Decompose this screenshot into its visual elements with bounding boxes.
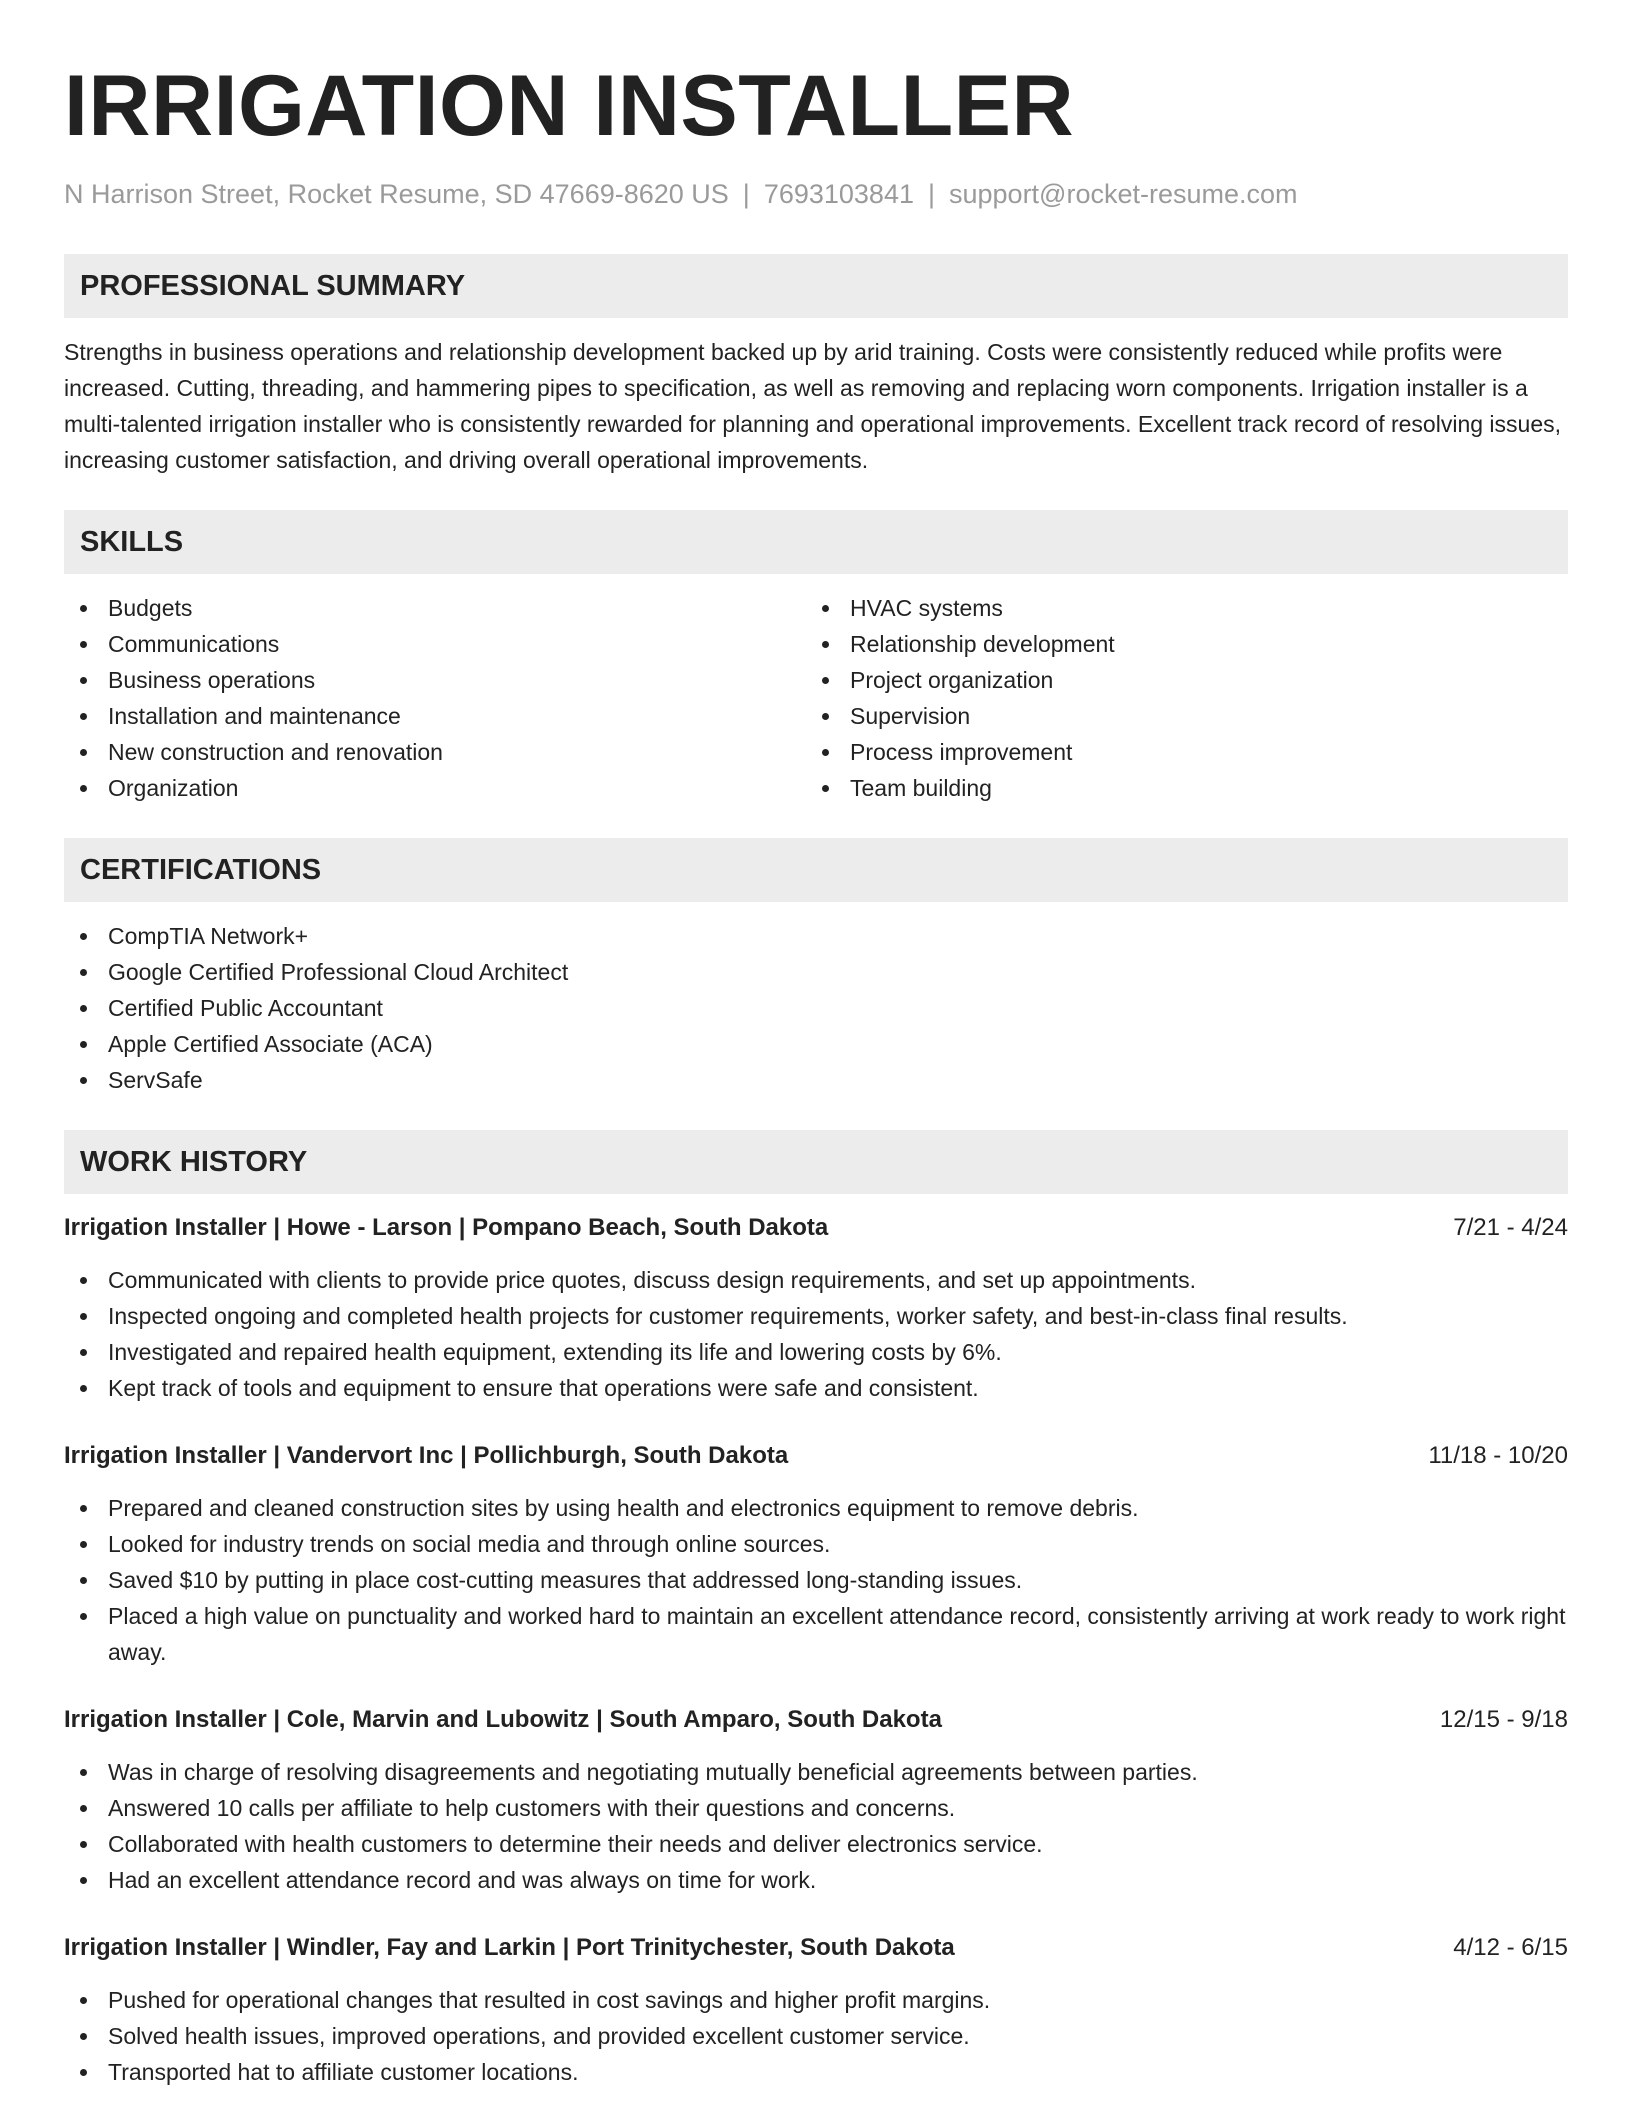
job-bullet: Solved health issues, improved operations, and provided excellent customer service.: [64, 2018, 1568, 2054]
certification-item: Apple Certified Associate (ACA): [64, 1026, 1568, 1062]
job-dates: 12/15 - 9/18: [1439, 1706, 1568, 1733]
job-title: Irrigation Installer | Howe - Larson | Pompano Beach, South Dakota: [64, 1214, 829, 1241]
job-bullet: Answered 10 calls per affiliate to help customers with their questions and concerns.: [64, 1790, 1568, 1826]
job-dates: 4/12 - 6/15: [1453, 1934, 1568, 1961]
job-bullet: Investigated and repaired health equipment, extending its life and lowering costs by 6%.: [64, 1334, 1568, 1370]
job-dates: 7/21 - 4/24: [1453, 1214, 1568, 1241]
job-bullets: [64, 1982, 1568, 2090]
skill-item: Installation and maintenance: [64, 698, 806, 734]
contact-address: N Harrison Street, Rocket Resume, SD 47669-8620 US: [64, 179, 729, 209]
skill-item: Communications: [64, 626, 806, 662]
skill-item: Business operations: [64, 662, 806, 698]
job-bullet: Was in charge of resolving disagreements and negotiating mutually beneficial agreements between parties.: [64, 1754, 1568, 1790]
skills-right-list: [806, 590, 1548, 806]
job-dates: 11/18 - 10/20: [1428, 1442, 1568, 1469]
job-title: Irrigation Installer | Vandervort Inc | Pollichburgh, South Dakota: [64, 1442, 789, 1469]
job-entry: [64, 1930, 1568, 2090]
summary-section: [64, 254, 1568, 478]
job-bullet: Pushed for operational changes that resulted in cost savings and higher profit margins.: [64, 1982, 1568, 2018]
skill-item: Budgets: [64, 590, 806, 626]
certification-item: CompTIA Network+: [64, 918, 1568, 954]
work-history-heading: WORK HISTORY: [64, 1130, 1568, 1194]
job-header: [64, 1930, 1568, 1966]
contact-phone: 7693103841: [763, 179, 914, 209]
candidate-name: IRRIGATION INSTALLER: [64, 58, 1075, 154]
skill-item: HVAC systems: [806, 590, 1548, 626]
skill-item: New construction and renovation: [64, 734, 806, 770]
skills-left-list: [64, 590, 806, 806]
skills-section: [64, 510, 1568, 806]
job-bullet: Transported hat to affiliate customer locations.: [64, 2054, 1568, 2090]
skill-item: Organization: [64, 770, 806, 806]
contact-separator: |: [927, 179, 935, 209]
job-entry: [64, 1210, 1568, 1406]
resume-page: [64, 58, 1568, 2090]
contact-separator: |: [742, 179, 750, 209]
job-bullet: Inspected ongoing and completed health projects for customer requirements, worker safety, and best-in-class final results.: [64, 1298, 1568, 1334]
skill-item: Process improvement: [806, 734, 1548, 770]
job-bullets: [64, 1262, 1568, 1406]
skill-item: Team building: [806, 770, 1548, 806]
job-header: [64, 1210, 1568, 1246]
job-bullet: Collaborated with health customers to determine their needs and deliver electronics service.: [64, 1826, 1568, 1862]
certification-item: Google Certified Professional Cloud Architect: [64, 954, 1568, 990]
job-header: [64, 1702, 1568, 1738]
job-title: Irrigation Installer | Cole, Marvin and Lubowitz | South Amparo, South Dakota: [64, 1706, 942, 1733]
skill-item: Supervision: [806, 698, 1548, 734]
skill-item: Relationship development: [806, 626, 1548, 662]
job-header: [64, 1438, 1568, 1474]
job-title: Irrigation Installer | Windler, Fay and Larkin | Port Trinitychester, South Dakota: [64, 1934, 955, 1961]
contact-line: [64, 176, 1568, 212]
summary-text: Strengths in business operations and relationship development backed up by arid training. Costs were consistently reduced while profits were increased. Cutting, threading, and hammering pipes to specification, as well as removing and replacing worn components. Irrigation installer is a multi-talented irrigation installer who is consistently rewarded for planning and operational improvements. Excellent track record of resolving issues, increasing customer satisfaction, and driving overall operational improvements.: [64, 339, 1561, 473]
job-bullets: [64, 1490, 1568, 1670]
contact-email: support@rocket-resume.com: [949, 179, 1298, 209]
job-bullets: [64, 1754, 1568, 1898]
skills-heading: SKILLS: [64, 510, 1568, 574]
job-bullet: Prepared and cleaned construction sites by using health and electronics equipment to remove debris.: [64, 1490, 1568, 1526]
job-bullet: Saved $10 by putting in place cost-cutting measures that addressed long-standing issues.: [64, 1562, 1568, 1598]
job-bullet: Placed a high value on punctuality and worked hard to maintain an excellent attendance record, consistently arriving at work ready to work right away.: [64, 1598, 1568, 1670]
certifications-heading: CERTIFICATIONS: [64, 838, 1568, 902]
skills-grid: [64, 590, 1568, 806]
job-entry: [64, 1702, 1568, 1898]
job-bullet: Kept track of tools and equipment to ensure that operations were safe and consistent.: [64, 1370, 1568, 1406]
job-bullet: Had an excellent attendance record and was always on time for work.: [64, 1862, 1568, 1898]
certification-item: Certified Public Accountant: [64, 990, 1568, 1026]
certifications-section: [64, 838, 1568, 1098]
work-history-section: [64, 1130, 1568, 2090]
job-bullet: Communicated with clients to provide price quotes, discuss design requirements, and set up appointments.: [64, 1262, 1568, 1298]
skill-item: Project organization: [806, 662, 1548, 698]
job-entry: [64, 1438, 1568, 1670]
summary-heading: PROFESSIONAL SUMMARY: [64, 254, 1568, 318]
job-bullet: Looked for industry trends on social media and through online sources.: [64, 1526, 1568, 1562]
certification-item: ServSafe: [64, 1062, 1568, 1098]
certifications-list: [64, 918, 1568, 1098]
